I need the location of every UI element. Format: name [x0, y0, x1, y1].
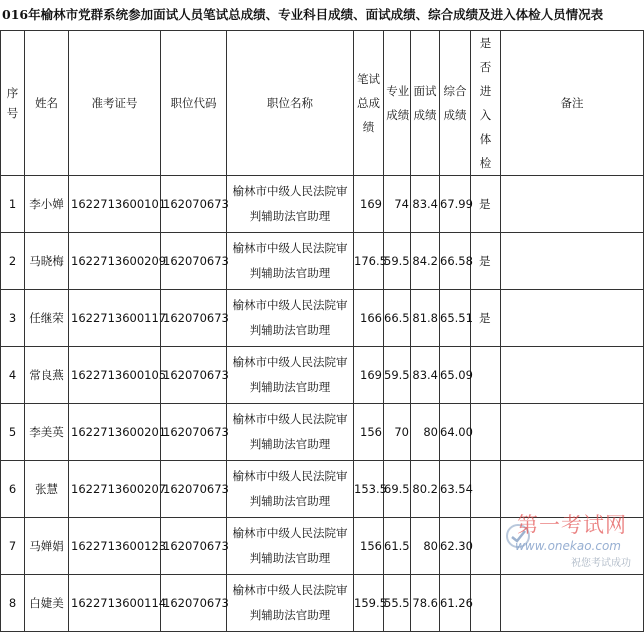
cell-total: 65.51 [440, 290, 471, 347]
cell-exam [471, 461, 501, 518]
cell-interview: 78.6 [411, 575, 440, 632]
cell-position: 榆林市中级人民法院审判辅助法官助理 [227, 290, 354, 347]
cell-major: 55.5 [384, 575, 411, 632]
cell-seq: 6 [1, 461, 25, 518]
cell-interview: 83.4 [411, 176, 440, 233]
cell-exam [471, 347, 501, 404]
cell-name: 常良燕 [25, 347, 69, 404]
cell-written: 166 [354, 290, 384, 347]
cell-written: 156 [354, 518, 384, 575]
cell-code: 162070673 [161, 575, 227, 632]
header-interview: 面试成绩 [411, 31, 440, 176]
cell-interview: 81.8 [411, 290, 440, 347]
cell-position: 榆林市中级人民法院审判辅助法官助理 [227, 347, 354, 404]
cell-total: 66.58 [440, 233, 471, 290]
cell-interview: 84.2 [411, 233, 440, 290]
cell-ticket: 1622713600101 [69, 176, 161, 233]
watermark [505, 509, 635, 569]
watermark-brand: 第一考试网 [517, 513, 627, 537]
cell-written: 156 [354, 404, 384, 461]
cell-position: 榆林市中级人民法院审判辅助法官助理 [227, 461, 354, 518]
header-name: 姓名 [25, 31, 69, 176]
cell-interview: 83.4 [411, 347, 440, 404]
cell-written: 153.5 [354, 461, 384, 518]
cell-major: 69.5 [384, 461, 411, 518]
cell-interview: 80.2 [411, 461, 440, 518]
cell-seq: 7 [1, 518, 25, 575]
cell-position: 榆林市中级人民法院审判辅助法官助理 [227, 575, 354, 632]
cell-ticket: 1622713600207 [69, 461, 161, 518]
header-major: 专业成绩 [384, 31, 411, 176]
cell-code: 162070673 [161, 347, 227, 404]
header-total: 综合成绩 [440, 31, 471, 176]
cell-position: 榆林市中级人民法院审判辅助法官助理 [227, 176, 354, 233]
cell-major: 70 [384, 404, 411, 461]
cell-seq: 3 [1, 290, 25, 347]
cell-exam [471, 518, 501, 575]
cell-seq: 4 [1, 347, 25, 404]
cell-interview: 80 [411, 518, 440, 575]
header-remark: 备注 [501, 31, 644, 176]
table-row [1, 404, 644, 461]
cell-exam [471, 575, 501, 632]
cell-name: 张慧 [25, 461, 69, 518]
cell-ticket: 1622713600123 [69, 518, 161, 575]
cell-position: 榆林市中级人民法院审判辅助法官助理 [227, 404, 354, 461]
cell-total: 67.99 [440, 176, 471, 233]
cell-total: 61.26 [440, 575, 471, 632]
cell-name: 马婵娟 [25, 518, 69, 575]
cell-ticket: 1622713600201 [69, 404, 161, 461]
watermark-slogan: 祝您考试成功 [571, 558, 631, 569]
cell-code: 162070673 [161, 461, 227, 518]
table-row [1, 575, 644, 632]
cell-ticket: 1622713600105 [69, 347, 161, 404]
cell-position: 榆林市中级人民法院审判辅助法官助理 [227, 233, 354, 290]
cell-code: 162070673 [161, 176, 227, 233]
cell-remark [501, 176, 644, 233]
cell-written: 169 [354, 347, 384, 404]
table-row [1, 290, 644, 347]
cell-name: 李美英 [25, 404, 69, 461]
cell-major: 59.5 [384, 233, 411, 290]
cell-exam: 是 [471, 290, 501, 347]
cell-remark [501, 290, 644, 347]
header-ticket: 准考证号 [69, 31, 161, 176]
cell-ticket: 1622713600209 [69, 233, 161, 290]
table-row [1, 176, 644, 233]
cell-major: 66.5 [384, 290, 411, 347]
cell-exam: 是 [471, 176, 501, 233]
cell-name: 白婕美 [25, 575, 69, 632]
header-exam: 是否进入体检 [471, 31, 501, 176]
cell-seq: 1 [1, 176, 25, 233]
watermark-url: www.onekao.com [515, 539, 621, 553]
page-title: 016年榆林市党群系统参加面试人员笔试总成绩、专业科目成绩、面试成绩、综合成绩及进入体检人员情况表 [2, 7, 604, 22]
cell-code: 162070673 [161, 290, 227, 347]
cell-major: 61.5 [384, 518, 411, 575]
cell-ticket: 1622713600114 [69, 575, 161, 632]
header-position: 职位名称 [227, 31, 354, 176]
cell-seq: 5 [1, 404, 25, 461]
cell-written: 159.5 [354, 575, 384, 632]
cell-name: 任继荣 [25, 290, 69, 347]
cell-code: 162070673 [161, 404, 227, 461]
header-row [1, 31, 644, 176]
cell-total: 63.54 [440, 461, 471, 518]
table-row [1, 347, 644, 404]
cell-exam: 是 [471, 233, 501, 290]
cell-total: 62.30 [440, 518, 471, 575]
cell-total: 64.00 [440, 404, 471, 461]
cell-code: 162070673 [161, 518, 227, 575]
cell-written: 176.5 [354, 233, 384, 290]
cell-remark [501, 404, 644, 461]
cell-interview: 80 [411, 404, 440, 461]
header-seq: 序号 [1, 31, 25, 176]
cell-ticket: 1622713600117 [69, 290, 161, 347]
cell-major: 59.5 [384, 347, 411, 404]
cell-major: 74 [384, 176, 411, 233]
cell-seq: 2 [1, 233, 25, 290]
cell-remark [501, 575, 644, 632]
cell-position: 榆林市中级人民法院审判辅助法官助理 [227, 518, 354, 575]
cell-total: 65.09 [440, 347, 471, 404]
cell-seq: 8 [1, 575, 25, 632]
cell-written: 169 [354, 176, 384, 233]
header-written: 笔试总成绩 [354, 31, 384, 176]
cell-exam [471, 404, 501, 461]
cell-remark [501, 347, 644, 404]
cell-name: 马晓梅 [25, 233, 69, 290]
table-row [1, 233, 644, 290]
header-code: 职位代码 [161, 31, 227, 176]
cell-name: 李小婵 [25, 176, 69, 233]
cell-code: 162070673 [161, 233, 227, 290]
cell-remark [501, 233, 644, 290]
